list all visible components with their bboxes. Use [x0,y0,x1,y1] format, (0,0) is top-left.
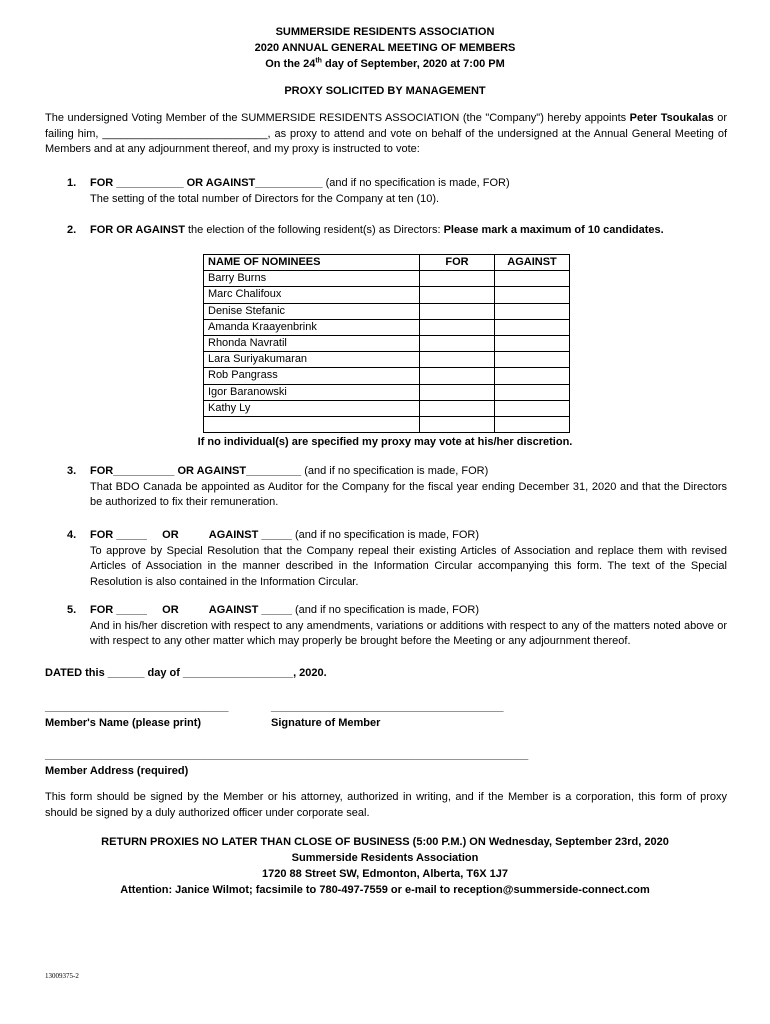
vote-line[interactable]: FOR _____ OR AGAINST _____ [90,529,292,541]
return-address: 1720 88 Street SW, Edmonton, Alberta, T6X 1J7 [262,868,508,880]
return-instructions [0,834,770,898]
org-title: SUMMERSIDE RESIDENTS ASSOCIATION [275,26,495,38]
against-cell[interactable] [495,352,570,368]
header-for: FOR [420,255,495,271]
for-cell[interactable] [420,400,495,416]
against-cell[interactable] [495,400,570,416]
table-header-row [204,255,570,271]
table-row: Denise Stefanic [204,303,570,319]
against-cell[interactable] [495,416,570,432]
for-cell[interactable] [420,319,495,335]
for-cell[interactable] [420,271,495,287]
against-cell[interactable] [495,287,570,303]
item-text: To approve by Special Resolution that the Company repeal their existing Articles of Association and replace them with revised Articles of Association in the manner described in the Information Circular accompanying this form. The text of the Special Resolution is also contained in the Information Circular. [90,544,727,588]
vote-line[interactable]: FOR__________ OR AGAINST_________ [90,465,302,477]
table-row: Kathy Ly [204,400,570,416]
item-text: The setting of the total number of Directors for the Company at ten (10). [90,192,440,205]
signature-label: Signature of Member [271,716,381,729]
address-label: Member Address (required) [45,764,189,777]
for-cell[interactable] [420,303,495,319]
table-row: Rhonda Navratil [204,335,570,351]
table-row [204,416,570,432]
for-cell[interactable] [420,416,495,432]
address-block [45,748,528,779]
against-cell[interactable] [495,271,570,287]
document-header [0,24,770,72]
for-cell[interactable] [420,368,495,384]
item-number: 3. [67,465,77,477]
item-number: 2. [67,224,77,236]
subtitle: PROXY SOLICITED BY MANAGEMENT [284,85,486,97]
item-2: 2. FOR OR AGAINST the election of the following resident(s) as Directors: Please mark a maximum of 10 candidates. [45,223,727,239]
item-text: And in his/her discretion with respect to any amendments, variations or additions with respect to any of the matters noted above or with respect to any other matter which may properly be brought before the Meeting or any adjournment thereof. [90,619,727,647]
return-org: Summerside Residents Association [291,852,479,864]
max-candidates-note: Please mark a maximum of 10 candidates. [443,224,664,236]
header-name: NAME OF NOMINEES [204,255,420,271]
intro-paragraph: The undersigned Voting Member of the SUMMERSIDE RESIDENTS ASSOCIATION (the "Company") hereby appoints Peter Tsoukalas or failing him, ___________________________, as proxy to attend and vote on behalf of the undersigned at the Annual General Meeting of Members and at any adjournment thereof, and my proxy is instructed to vote: [45,112,728,155]
against-cell[interactable] [495,384,570,400]
table-row: Amanda Kraayenbrink [204,319,570,335]
item-3: 3. FOR__________ OR AGAINST_________ (and if no specification is made, FOR) That BDO Canada be appointed as Auditor for the Company for the fiscal year ending December 31, 2020 and that the Directors be authorized to fix their remuneration. [45,464,727,511]
nominees-note: If no individual(s) are specified my proxy may vote at his/her discretion. [197,436,573,448]
for-cell[interactable] [420,352,495,368]
item-1: 1. FOR ___________ OR AGAINST___________ (and if no specification is made, FOR) The setting of the total number of Directors for the Company at ten (10). [45,176,727,207]
return-deadline: RETURN PROXIES NO LATER THAN CLOSE OF BUSINESS (5:00 P.M.) ON Wednesday, September 23rd, 2020 [101,836,669,848]
meeting-title: 2020 ANNUAL GENERAL MEETING OF MEMBERS [254,42,516,54]
vote-line[interactable]: FOR _____ OR AGAINST _____ [90,604,292,616]
vote-line[interactable]: FOR ___________ OR AGAINST___________ [90,177,323,189]
table-row: Barry Burns [204,271,570,287]
against-cell[interactable] [495,319,570,335]
proxy-name: Peter Tsoukalas [629,112,714,124]
header-against: AGAINST [495,255,570,271]
table-row: Igor Baranowski [204,384,570,400]
meeting-date: On the 24th day of September, 2020 at 7:00 PM [265,57,505,70]
table-row: Lara Suriyakumaran [204,352,570,368]
table-row: Marc Chalifoux [204,287,570,303]
nominees-table [203,254,570,433]
member-name-block [45,700,229,731]
for-cell[interactable] [420,287,495,303]
item-number: 4. [67,529,77,541]
signature-block [271,700,503,731]
for-cell[interactable] [420,384,495,400]
return-attention: Attention: Janice Wilmot; facsimile to 780-497-7559 or e-mail to reception@summerside-connect.com [120,884,650,896]
item-5: 5. FOR _____ OR AGAINST _____ (and if no specification is made, FOR) And in his/her discretion with respect to any amendments, variations or additions with respect to any of the matters noted above or with respect to any other matter which may properly be brought before the Meeting or any adjournment thereof. [45,603,727,650]
signature-line[interactable]: ______________________________________ [271,701,504,713]
form-code: 13009375-2 [45,972,79,980]
item-4: 4. FOR _____ OR AGAINST _____ (and if no specification is made, FOR) To approve by Special Resolution that the Company repeal their existing Articles of Association and replace them with revised Articles of Association in the manner described in the Information Circular accompanying this form. The text of the Special Resolution is also contained in the Information Circular. [45,528,727,590]
item-text: That BDO Canada be appointed as Auditor for the Company for the fiscal year ending December 31, 2020 and that the Directors be authorized to fix their remuneration. [90,480,727,508]
address-line[interactable]: _______________________________________________________________________________ [45,749,529,761]
item-number: 1. [67,177,77,189]
against-cell[interactable] [495,335,570,351]
item-number: 5. [67,604,77,616]
member-name-line[interactable]: ______________________________ [45,701,229,713]
table-row: Rob Pangrass [204,368,570,384]
vote-line: FOR OR AGAINST [90,224,185,236]
against-cell[interactable] [495,303,570,319]
member-name-label: Member's Name (please print) [45,716,202,729]
signing-note: This form should be signed by the Member or his attorney, authorized in writing, and if the Member is a corporation, this form of proxy should be signed by a duly authorized officer under corporate seal. [45,791,727,819]
for-cell[interactable] [420,335,495,351]
dated-line[interactable]: DATED this ______ day of __________________, 2020. [45,667,327,679]
against-cell[interactable] [495,368,570,384]
